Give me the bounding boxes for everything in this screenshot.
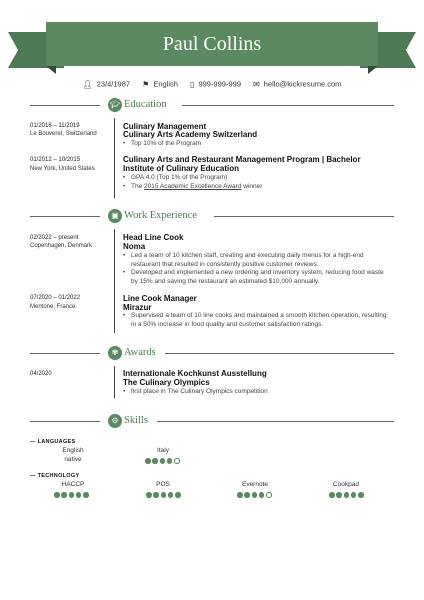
rating-dot-filled <box>161 492 167 498</box>
edu-2-org: Institute of Culinary Education <box>123 164 240 173</box>
edu-1-date: 01/2016 – 11/2019 <box>30 123 80 129</box>
work-1-title: Head Line Cook <box>123 233 184 242</box>
rating-dot-filled <box>244 492 250 498</box>
rating-dot-filled <box>351 492 357 498</box>
bullet-text: winner <box>241 183 263 190</box>
skill-pos-rating <box>146 492 181 498</box>
skill-haccp-name: HACCP <box>61 481 85 488</box>
rating-dot-empty <box>174 458 180 464</box>
work-2-org: Mirazur <box>123 303 152 312</box>
work-1-location: Copenhagen, Denmark <box>30 243 93 249</box>
language-italy-rating <box>145 458 180 464</box>
rating-dot-filled <box>152 458 158 464</box>
email[interactable]: hello@kickresume.com <box>263 79 342 89</box>
skills-languages-label: — LANGUAGES <box>30 439 76 445</box>
divider-left <box>30 421 100 422</box>
person-icon: 👤︎ <box>82 79 93 89</box>
header-ribbon <box>0 18 424 74</box>
section-title-work: Work Experience <box>124 210 197 221</box>
skill-cookpad-rating <box>329 492 364 498</box>
skill-haccp-rating <box>54 492 89 498</box>
divider-left <box>30 216 100 217</box>
work-1-bullet-1: • Led a team of 10 kitchen staff, creating and executing daily menus for a high-end restaurant that resulted in consistently positive customer reviews. <box>131 251 391 269</box>
ribbon-right-fold <box>368 66 378 74</box>
contact-line <box>0 79 424 89</box>
edu-2-bullet-1: • GPA 4.0 (Top 1% of the Program) <box>131 173 391 182</box>
rating-dot-filled <box>76 492 82 498</box>
divider-right <box>214 216 394 217</box>
work-2-date: 07/2020 – 01/2022 <box>30 295 81 301</box>
graduation-cap-icon: 🎓︎ <box>108 98 122 112</box>
edu-1-org: Culinary Arts Academy Switzerland <box>123 130 258 139</box>
section-title-awards: Awards <box>124 347 156 358</box>
edu-1-bullet-1: • Top 10% of the Program <box>131 139 391 148</box>
award-1-date: 04/2020 <box>30 371 52 377</box>
phone-icon: ▯ <box>190 79 195 89</box>
section-title-skills: Skills <box>124 415 148 426</box>
work-2-bullet-1: • Supervised a team of 10 line cooks and maintained a smooth kitchen operation, resulting in a 50% increase in food quality and customer satisfaction ratings. <box>131 311 391 329</box>
divider-left <box>30 105 100 106</box>
rating-dot-filled <box>83 492 89 498</box>
rating-dot-filled <box>344 492 350 498</box>
language: English <box>153 79 178 89</box>
rating-dot-filled <box>153 492 159 498</box>
edu-2-date: 01/2012 – 10/2015 <box>30 157 81 163</box>
edu-2-title: Culinary Arts and Restaurant Management Program | Bachelor <box>123 155 361 164</box>
flag-icon: ⚑ <box>142 79 150 89</box>
rating-dot-filled <box>61 492 67 498</box>
bullet-text: The <box>131 183 145 190</box>
birth-date: 23/4/1987 <box>96 79 131 89</box>
edu-1-location: Le Bouveret, Switzerland <box>30 131 97 137</box>
rating-dot-filled <box>259 492 265 498</box>
candidate-name: Paul Collins <box>162 33 262 55</box>
edu-2-location: New York, United States <box>30 166 95 172</box>
skill-evernote-name: Evernote <box>241 481 269 488</box>
phone: 999-999-999 <box>198 79 241 89</box>
skill-cookpad-name: Cookpad <box>332 481 360 488</box>
section-title-education: Education <box>124 99 167 110</box>
award-1-title: Internationale Kochkunst Ausstellung <box>123 369 267 378</box>
rating-dot-filled <box>237 492 243 498</box>
rating-dot-filled <box>329 492 335 498</box>
work-2-location: Mentone, France <box>30 304 76 310</box>
timeline-line <box>114 229 115 333</box>
timeline-line <box>114 118 115 198</box>
mail-icon: ✉ <box>253 79 260 89</box>
skills-technology-label: — TECHNOLOGY <box>30 473 80 479</box>
award-link[interactable]: 2015 Academic Excellence Award <box>144 183 242 190</box>
ribbon-left-fold <box>46 66 56 74</box>
rating-dot-filled <box>146 492 152 498</box>
edu-1-title: Culinary Management <box>123 122 207 131</box>
language-italy-name: Italy <box>157 447 169 454</box>
timeline-line <box>114 366 115 398</box>
briefcase-icon: ▣ <box>108 209 122 223</box>
divider-left <box>30 353 100 354</box>
edu-2-bullet-2 <box>131 182 391 191</box>
divider-right <box>182 105 394 106</box>
work-2-title: Line Cook Manager <box>123 294 197 303</box>
rating-dot-filled <box>252 492 258 498</box>
language-english-name: English <box>62 447 84 454</box>
award-icon: ✾ <box>108 346 122 360</box>
skill-pos-name: POS <box>156 481 170 488</box>
divider-right <box>165 353 394 354</box>
award-1-org: The Culinary Olympics <box>123 378 210 387</box>
award-1-bullet-1: • first place in The Culinary Olympics competition <box>131 387 391 396</box>
language-english-level: native <box>64 456 82 463</box>
rating-dot-filled <box>175 492 181 498</box>
rating-dot-empty <box>266 492 272 498</box>
skill-evernote-rating <box>237 492 272 498</box>
skills-icon: ⚙ <box>108 414 122 428</box>
rating-dot-filled <box>145 458 151 464</box>
rating-dot-filled <box>336 492 342 498</box>
work-1-org: Noma <box>123 242 146 251</box>
rating-dot-filled <box>358 492 364 498</box>
work-1-bullet-2: • Developed and implemented a new ordering and inventory system, reducing food waste by 15% and saving the restaurant an estimated $10,000 annually. <box>131 268 391 286</box>
rating-dot-filled <box>167 458 173 464</box>
rating-dot-filled <box>160 458 166 464</box>
rating-dot-filled <box>168 492 174 498</box>
work-1-date: 02/2022 – present <box>30 235 79 241</box>
divider-right <box>157 421 394 422</box>
rating-dot-filled <box>54 492 60 498</box>
rating-dot-filled <box>69 492 75 498</box>
